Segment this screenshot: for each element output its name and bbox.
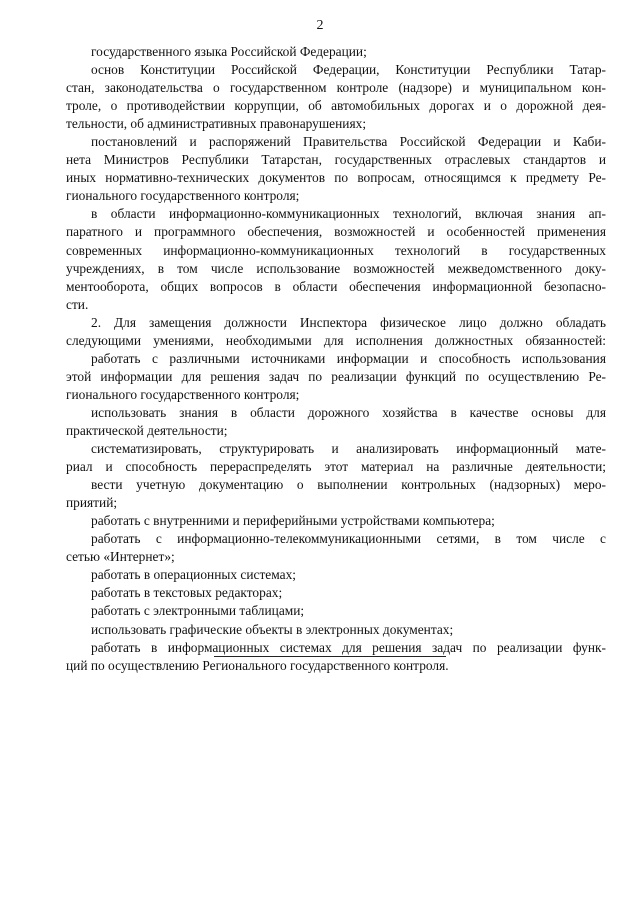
text-line: этой информации для решения задач по реализации функций по осуществлению Ре-	[66, 368, 606, 384]
text-line: основ Конституции Российской Федерации, Конституции Республики Татар-	[91, 62, 606, 78]
text-line: работать с электронными таблицами;	[91, 603, 305, 619]
text-line: систематизировать, структурировать и анализировать информационный мате-	[91, 441, 606, 457]
page-number: 2	[316, 18, 324, 33]
text-line: паратного и программного обеспечения, возможностей и особенностей применения	[66, 224, 606, 240]
text-line: следующими умениями, необходимыми для исполнения должностных обязанностей:	[66, 332, 606, 348]
text-line: нета Министров Республики Татарстан, государственных отраслевых стандартов и	[66, 152, 606, 168]
text-line: работать в информационных системах для решения задач по реализации функ-	[91, 639, 606, 655]
text-line: постановлений и распоряжений Правительства Российской Федерации и Каби-	[91, 134, 606, 150]
text-line: иных нормативно-технических документов по вопросам, относящимся к предмету Ре-	[66, 170, 606, 186]
text-line: троле, о противодействии коррупции, об автомобильных дорогах и о дорожной дея-	[66, 98, 606, 114]
text-line: гионального государственного контроля;	[66, 386, 300, 402]
text-line: государственного языка Российской Федерации;	[91, 44, 367, 59]
text-line: работать с информационно-телекоммуникационными сетями, в том числе с	[91, 531, 606, 547]
text-line: сти.	[66, 296, 89, 312]
text-line: риал и способность перераспределять этот материал на различные деятельности;	[66, 459, 606, 475]
text-line: гионального государственного контроля;	[66, 188, 300, 204]
end-divider	[214, 656, 446, 657]
text-line: работать с внутренними и периферийными устройствами компьютера;	[91, 513, 495, 529]
document-body	[66, 43, 606, 675]
text-line: учреждениях, в том числе использование возможностей межведомственного доку-	[66, 260, 606, 276]
text-line: ций по осуществлению Регионального государственного контроля.	[66, 657, 449, 673]
text-line: 2. Для замещения должности Инспектора физическое лицо должно обладать	[91, 314, 606, 330]
text-line: вести учетную документацию о выполнении контрольных (надзорных) меро-	[91, 477, 606, 493]
text-line: работать в операционных системах;	[91, 567, 296, 583]
text-line: стан, законодательства о государственном контроле (надзоре) и муниципальном кон-	[66, 80, 606, 96]
text-line: в области информационно-коммуникационных технологий, включая знания ап-	[91, 206, 606, 222]
text-line: современных информационно-коммуникационных технологий в государственных	[66, 242, 606, 258]
text-line: работать с различными источниками информации и способность использования	[91, 350, 606, 366]
text-line: практической деятельности;	[66, 422, 228, 438]
text-line: ментооборота, общих вопросов в области обеспечения информационной безопасно-	[66, 278, 606, 294]
text-line: работать в текстовых редакторах;	[91, 585, 283, 601]
text-line: приятий;	[66, 495, 118, 511]
text-line: сетью «Интернет»;	[66, 549, 175, 565]
text-line: тельности, об административных правонарушениях;	[66, 116, 367, 132]
text-line: использовать знания в области дорожного хозяйства в качестве основы для	[91, 404, 606, 420]
text-line: использовать графические объекты в электронных документах;	[91, 621, 454, 637]
